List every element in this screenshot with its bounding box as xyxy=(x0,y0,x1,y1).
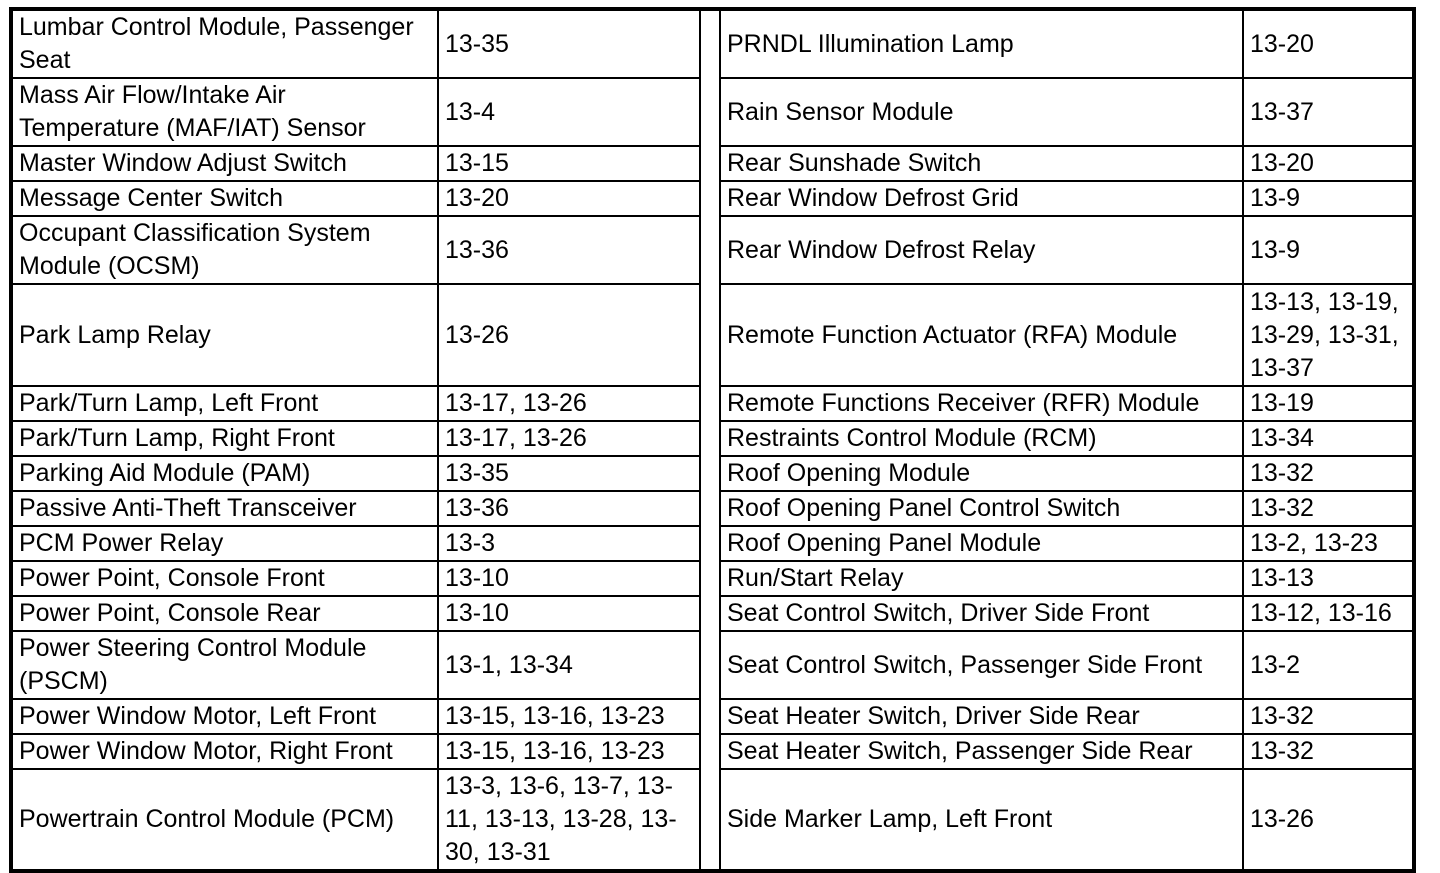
component-name-cell: Rear Window Defrost Grid xyxy=(720,181,1243,216)
column-gap xyxy=(700,181,720,216)
component-name-cell: Park/Turn Lamp, Left Front xyxy=(11,386,438,421)
column-gap xyxy=(700,734,720,769)
table-row xyxy=(11,596,1414,631)
column-gap xyxy=(700,78,720,146)
table-row xyxy=(11,561,1414,596)
column-gap xyxy=(700,699,720,734)
column-gap xyxy=(700,146,720,181)
component-name-cell: Powertrain Control Module (PCM) xyxy=(11,769,438,871)
component-name-cell: Roof Opening Panel Control Switch xyxy=(720,491,1243,526)
column-gap xyxy=(700,386,720,421)
page-ref-cell: 13-13 xyxy=(1243,561,1414,596)
page-ref-cell: 13-2, 13-23 xyxy=(1243,526,1414,561)
column-gap xyxy=(700,284,720,386)
table-row xyxy=(11,386,1414,421)
component-name-cell: Power Point, Console Front xyxy=(11,561,438,596)
column-gap xyxy=(700,631,720,699)
page-ref-cell: 13-10 xyxy=(438,596,700,631)
column-gap xyxy=(700,216,720,284)
page-ref-cell: 13-32 xyxy=(1243,456,1414,491)
component-name-cell: Park/Turn Lamp, Right Front xyxy=(11,421,438,456)
page-ref-cell: 13-15, 13-16, 13-23 xyxy=(438,699,700,734)
component-name-cell: Passive Anti-Theft Transceiver xyxy=(11,491,438,526)
component-name-cell: Parking Aid Module (PAM) xyxy=(11,456,438,491)
page-ref-cell: 13-26 xyxy=(438,284,700,386)
component-name-cell: PCM Power Relay xyxy=(11,526,438,561)
table-row xyxy=(11,78,1414,146)
table-row xyxy=(11,699,1414,734)
component-name-cell: Power Steering Control Module (PSCM) xyxy=(11,631,438,699)
component-name-cell: Seat Control Switch, Passenger Side Front xyxy=(720,631,1243,699)
page-ref-cell: 13-15, 13-16, 13-23 xyxy=(438,734,700,769)
page-ref-cell: 13-19 xyxy=(1243,386,1414,421)
table-row xyxy=(11,734,1414,769)
component-name-cell: Roof Opening Panel Module xyxy=(720,526,1243,561)
component-name-cell: Power Point, Console Rear xyxy=(11,596,438,631)
page-ref-cell: 13-20 xyxy=(1243,146,1414,181)
component-name-cell: Restraints Control Module (RCM) xyxy=(720,421,1243,456)
page-ref-cell: 13-15 xyxy=(438,146,700,181)
page-ref-cell: 13-1, 13-34 xyxy=(438,631,700,699)
component-name-cell: Rear Sunshade Switch xyxy=(720,146,1243,181)
column-gap xyxy=(700,491,720,526)
page-ref-cell: 13-20 xyxy=(1243,9,1414,78)
page-ref-cell: 13-2 xyxy=(1243,631,1414,699)
page-ref-cell: 13-3, 13-6, 13-7, 13-11, 13-13, 13-28, 13-30, 13-31 xyxy=(438,769,700,871)
component-name-cell: Run/Start Relay xyxy=(720,561,1243,596)
component-name-cell: Master Window Adjust Switch xyxy=(11,146,438,181)
page-ref-cell: 13-36 xyxy=(438,491,700,526)
component-name-cell: Remote Function Actuator (RFA) Module xyxy=(720,284,1243,386)
page-ref-cell: 13-9 xyxy=(1243,216,1414,284)
column-gap xyxy=(700,561,720,596)
component-name-cell: Seat Heater Switch, Driver Side Rear xyxy=(720,699,1243,734)
table-row xyxy=(11,9,1414,78)
page-ref-cell: 13-12, 13-16 xyxy=(1243,596,1414,631)
page-ref-cell: 13-26 xyxy=(1243,769,1414,871)
table-row xyxy=(11,526,1414,561)
component-name-cell: Lumbar Control Module, Passenger Seat xyxy=(11,9,438,78)
page-ref-cell: 13-35 xyxy=(438,9,700,78)
component-name-cell: Rear Window Defrost Relay xyxy=(720,216,1243,284)
column-gap xyxy=(700,456,720,491)
component-name-cell: Power Window Motor, Left Front xyxy=(11,699,438,734)
table-row xyxy=(11,181,1414,216)
table-row xyxy=(11,631,1414,699)
component-name-cell: Occupant Classification System Module (OCSM) xyxy=(11,216,438,284)
component-name-cell: Message Center Switch xyxy=(11,181,438,216)
page-ref-cell: 13-32 xyxy=(1243,699,1414,734)
page-ref-cell: 13-32 xyxy=(1243,734,1414,769)
table-row xyxy=(11,491,1414,526)
table-row xyxy=(11,146,1414,181)
table-row xyxy=(11,769,1414,871)
component-name-cell: Park Lamp Relay xyxy=(11,284,438,386)
component-name-cell: Seat Control Switch, Driver Side Front xyxy=(720,596,1243,631)
table-row xyxy=(11,216,1414,284)
page-ref-cell: 13-10 xyxy=(438,561,700,596)
page-ref-cell: 13-20 xyxy=(438,181,700,216)
page-ref-cell: 13-35 xyxy=(438,456,700,491)
page-ref-cell: 13-17, 13-26 xyxy=(438,421,700,456)
column-gap xyxy=(700,9,720,78)
component-name-cell: Seat Heater Switch, Passenger Side Rear xyxy=(720,734,1243,769)
component-name-cell: Roof Opening Module xyxy=(720,456,1243,491)
page-ref-cell: 13-4 xyxy=(438,78,700,146)
page-ref-cell: 13-34 xyxy=(1243,421,1414,456)
column-gap xyxy=(700,526,720,561)
column-gap xyxy=(700,596,720,631)
table-body xyxy=(11,9,1414,871)
column-gap xyxy=(700,421,720,456)
component-name-cell: Rain Sensor Module xyxy=(720,78,1243,146)
component-name-cell: Side Marker Lamp, Left Front xyxy=(720,769,1243,871)
column-gap xyxy=(700,769,720,871)
page-ref-cell: 13-3 xyxy=(438,526,700,561)
page-ref-cell: 13-36 xyxy=(438,216,700,284)
component-name-cell: Remote Functions Receiver (RFR) Module xyxy=(720,386,1243,421)
table-row xyxy=(11,456,1414,491)
table-row xyxy=(11,284,1414,386)
page-ref-cell: 13-37 xyxy=(1243,78,1414,146)
component-name-cell: PRNDL Illumination Lamp xyxy=(720,9,1243,78)
component-name-cell: Mass Air Flow/Intake Air Temperature (MAF/IAT) Sensor xyxy=(11,78,438,146)
table-row xyxy=(11,421,1414,456)
page-ref-cell: 13-32 xyxy=(1243,491,1414,526)
page-ref-cell: 13-17, 13-26 xyxy=(438,386,700,421)
component-index-table xyxy=(9,7,1416,873)
page-ref-cell: 13-9 xyxy=(1243,181,1414,216)
index-table-wrapper xyxy=(9,7,1416,873)
page-ref-cell: 13-13, 13-19, 13-29, 13-31, 13-37 xyxy=(1243,284,1414,386)
component-name-cell: Power Window Motor, Right Front xyxy=(11,734,438,769)
